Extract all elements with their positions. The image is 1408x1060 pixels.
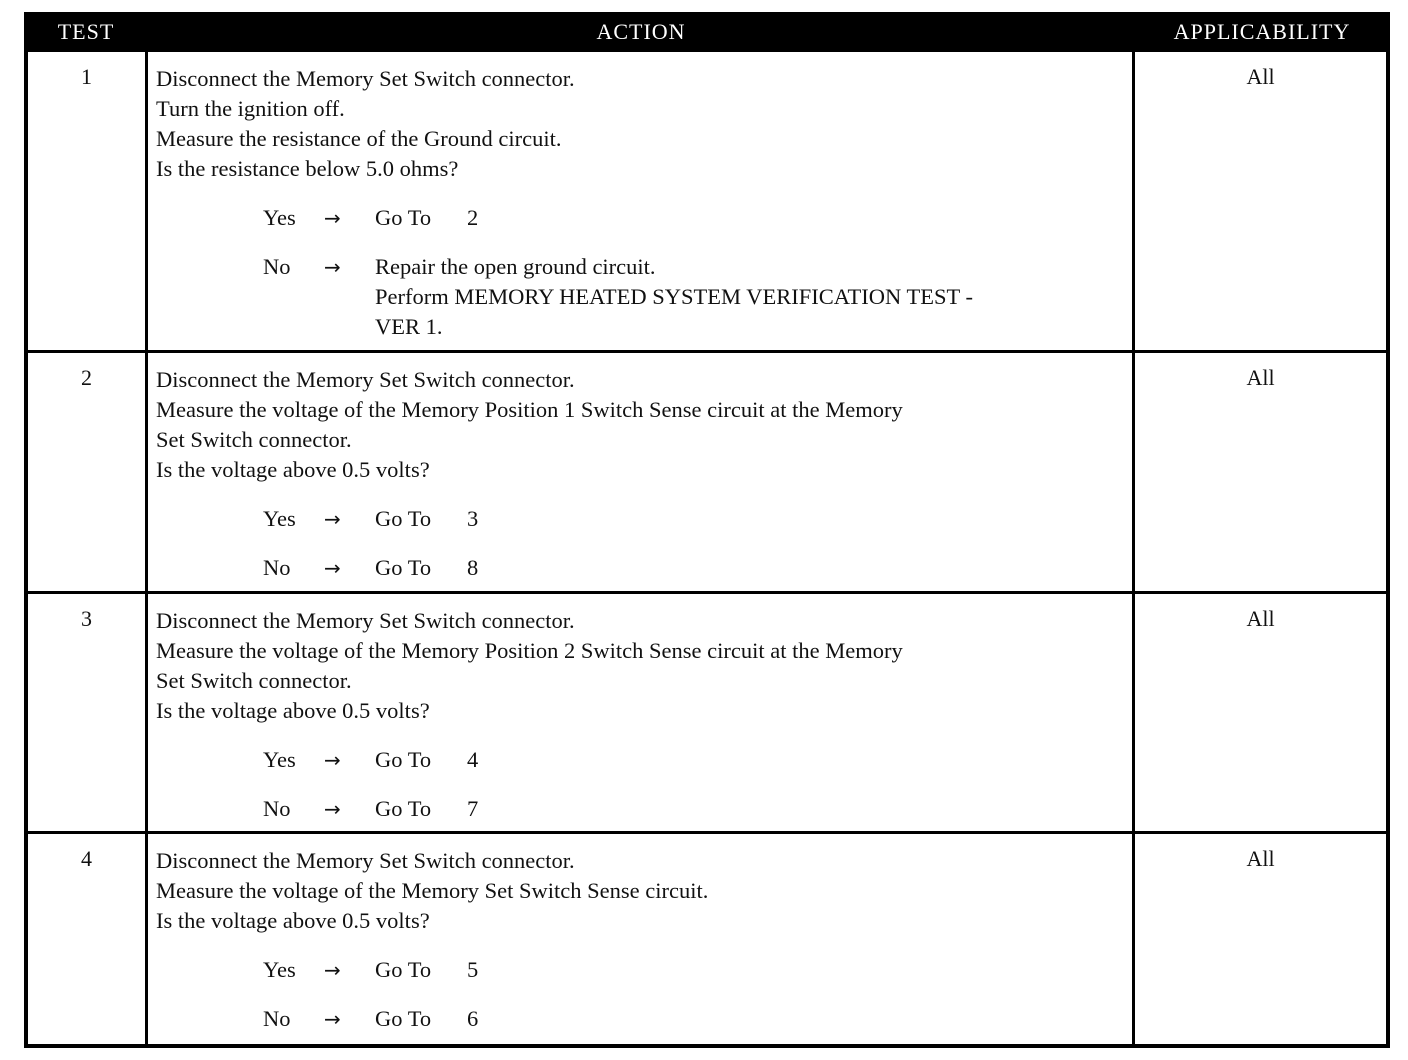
applicability-cell: All — [1246, 846, 1275, 871]
no-label: No — [263, 796, 291, 821]
goto-step: 7 — [467, 796, 479, 821]
action-line: Is the voltage above 0.5 volts? — [156, 908, 430, 933]
goto-step: 2 — [467, 205, 479, 230]
no-label: No — [263, 555, 291, 580]
goto-text: Go To — [375, 747, 432, 772]
action-line: Is the resistance below 5.0 ohms? — [156, 156, 459, 181]
action-line: Measure the voltage of the Memory Position 1 Switch Sense circuit at the Memory — [156, 397, 903, 422]
action-line: Turn the ignition off. — [156, 96, 345, 121]
outcomes — [156, 955, 1126, 1034]
yes-outcome — [156, 745, 1126, 775]
table-row — [28, 594, 1386, 834]
test-number: 2 — [28, 353, 148, 591]
action-line: Disconnect the Memory Set Switch connector. — [156, 367, 575, 392]
test-number: 3 — [28, 594, 148, 831]
no-label: No — [263, 254, 291, 279]
arrow-right-icon: → — [324, 958, 341, 982]
diagnostic-test-table — [24, 12, 1390, 1048]
no-outcome — [156, 553, 1126, 583]
repair-line: Repair the open ground circuit. — [375, 254, 656, 279]
table-header — [24, 12, 1390, 52]
no-label: No — [263, 1006, 291, 1031]
action-line: Is the voltage above 0.5 volts? — [156, 698, 430, 723]
arrow-right-icon: → — [324, 748, 341, 772]
header-applicability: APPLICABILITY — [1173, 19, 1351, 44]
action-line: Measure the resistance of the Ground circuit. — [156, 126, 562, 151]
action-cell — [148, 52, 1135, 350]
outcomes — [156, 203, 1126, 342]
yes-label: Yes — [263, 747, 296, 772]
action-line: Disconnect the Memory Set Switch connector. — [156, 608, 575, 633]
applicability-cell: All — [1246, 64, 1275, 89]
action-line: Measure the voltage of the Memory Set Switch Sense circuit. — [156, 878, 709, 903]
goto-text: Go To — [375, 1006, 432, 1031]
action-line: Measure the voltage of the Memory Position 2 Switch Sense circuit at the Memory — [156, 638, 903, 663]
test-number: 4 — [28, 834, 148, 1044]
goto-step: 3 — [467, 506, 479, 531]
action-line: Set Switch connector. — [156, 427, 352, 452]
goto-step: 8 — [467, 555, 479, 580]
arrow-right-icon: → — [324, 556, 341, 580]
no-outcome — [156, 252, 1126, 342]
arrow-right-icon: → — [324, 206, 341, 230]
outcomes — [156, 504, 1126, 583]
goto-step: 6 — [467, 1006, 479, 1031]
action-line: Disconnect the Memory Set Switch connector. — [156, 848, 575, 873]
goto-text: Go To — [375, 957, 432, 982]
no-outcome — [156, 1004, 1126, 1034]
yes-outcome — [156, 203, 1126, 233]
yes-label: Yes — [263, 205, 296, 230]
no-outcome — [156, 794, 1126, 824]
outcomes — [156, 745, 1126, 824]
yes-label: Yes — [263, 506, 296, 531]
table-row — [28, 834, 1386, 1044]
arrow-right-icon: → — [324, 1007, 341, 1031]
applicability-cell: All — [1246, 606, 1275, 631]
action-line: Disconnect the Memory Set Switch connector. — [156, 66, 575, 91]
arrow-right-icon: → — [324, 255, 341, 279]
goto-text: Go To — [375, 555, 432, 580]
test-number: 1 — [28, 52, 148, 350]
repair-line: Perform MEMORY HEATED SYSTEM VERIFICATION TEST - — [375, 284, 973, 309]
action-line: Set Switch connector. — [156, 668, 352, 693]
action-cell — [148, 353, 1135, 591]
arrow-right-icon: → — [324, 797, 341, 821]
yes-outcome — [156, 504, 1126, 534]
action-cell — [148, 834, 1135, 1044]
action-cell — [148, 594, 1135, 831]
header-action: ACTION — [596, 19, 686, 44]
action-line: Is the voltage above 0.5 volts? — [156, 457, 430, 482]
goto-text: Go To — [375, 205, 432, 230]
header-test: TEST — [57, 19, 115, 44]
goto-step: 5 — [467, 957, 479, 982]
goto-text: Go To — [375, 506, 432, 531]
goto-text: Go To — [375, 796, 432, 821]
table-row — [28, 353, 1386, 594]
repair-line: VER 1. — [375, 314, 443, 339]
yes-outcome — [156, 955, 1126, 985]
applicability-cell: All — [1246, 365, 1275, 390]
arrow-right-icon: → — [324, 507, 341, 531]
yes-label: Yes — [263, 957, 296, 982]
table-row — [28, 52, 1386, 353]
goto-step: 4 — [467, 747, 479, 772]
